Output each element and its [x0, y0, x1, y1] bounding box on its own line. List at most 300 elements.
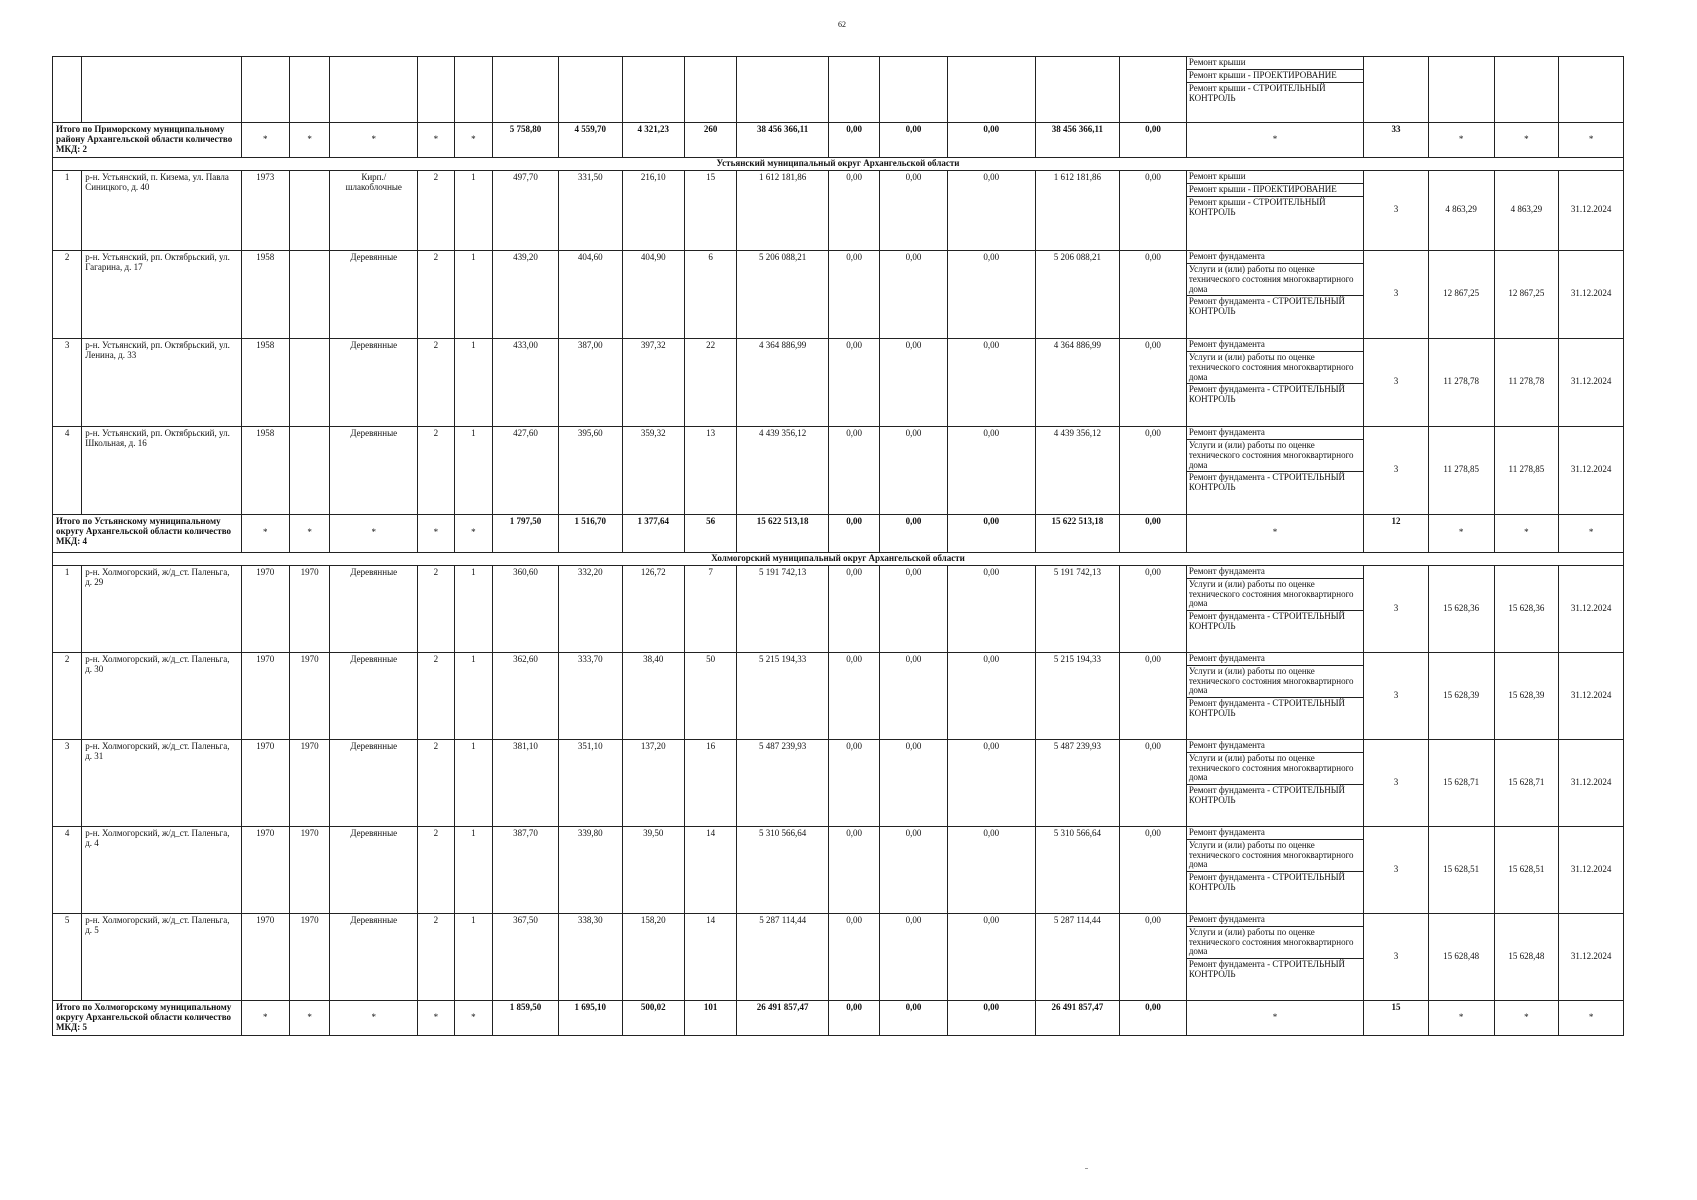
- star-cell: *: [1494, 123, 1559, 158]
- star-cell: *: [454, 123, 493, 158]
- floors: 2: [418, 652, 455, 739]
- row-number: 2: [53, 250, 82, 338]
- total-cost: 4 364 886,99: [737, 338, 829, 426]
- total-row: [53, 1000, 1624, 1035]
- own-funds: 38 456 366,11: [1035, 123, 1119, 158]
- work-types-cell: [1186, 826, 1363, 913]
- address: р-н. Устьянский, рп. Октябрьский, ул. Гагарина, д. 17: [82, 250, 242, 338]
- work-type: Услуги и (или) работы по оценке технического состояния многоквартирного дома: [1187, 440, 1363, 473]
- residents: 260: [685, 123, 737, 158]
- works-count: 3: [1364, 426, 1429, 514]
- works-count: 3: [1364, 652, 1429, 739]
- year-built: 1958: [241, 426, 289, 514]
- building-row: [53, 338, 1624, 426]
- floors: 2: [418, 913, 455, 1000]
- year-reconstruction: 1970: [289, 739, 330, 826]
- work-type: Ремонт фундамента - СТРОИТЕЛЬНЫЙ КОНТРОЛЬ: [1188, 384, 1346, 405]
- fund-value: 0,00: [829, 565, 880, 652]
- wall-material: Деревянные: [330, 739, 418, 826]
- work-type: Ремонт крыши - СТРОИТЕЛЬНЫЙ КОНТРОЛЬ: [1188, 196, 1326, 217]
- area-living: 338,30: [558, 913, 622, 1000]
- work-types-cell: [1186, 565, 1363, 652]
- area-residential: 404,90: [622, 250, 685, 338]
- floors: 2: [418, 170, 455, 250]
- year-built: 1973: [241, 170, 289, 250]
- fund-value: 0,00: [880, 565, 948, 652]
- year-built: 1970: [241, 826, 289, 913]
- residents: 16: [685, 739, 737, 826]
- floors: 2: [418, 565, 455, 652]
- unit-cost: 11 278,85: [1428, 426, 1494, 514]
- other-funds: 0,00: [1120, 250, 1187, 338]
- area-living: 332,20: [558, 565, 622, 652]
- residents: 6: [685, 250, 737, 338]
- row-number: 4: [53, 826, 82, 913]
- residents: 14: [685, 913, 737, 1000]
- fund-value: 0,00: [829, 826, 880, 913]
- total-cost: 38 456 366,11: [737, 123, 829, 158]
- fund-value: 0,00: [880, 652, 948, 739]
- star-cell: *: [241, 123, 289, 158]
- work-type: Ремонт фундамента - СТРОИТЕЛЬНЫЙ КОНТРОЛЬ: [1188, 872, 1346, 893]
- work-type: Ремонт крыши: [1187, 57, 1363, 70]
- fund-value: 0,00: [947, 739, 1035, 826]
- star-cell: *: [454, 514, 493, 552]
- floors: 2: [418, 739, 455, 826]
- area-residential: 359,32: [622, 426, 685, 514]
- scan-mark: [1085, 1168, 1088, 1169]
- entrances: 1: [454, 250, 493, 338]
- end-date: 31.12.2024: [1559, 652, 1624, 739]
- wall-material: Кирп./ шлакоблочные: [330, 170, 418, 250]
- fund-value: 0,00: [880, 250, 948, 338]
- works-count: 3: [1364, 913, 1429, 1000]
- star-cell: *: [1559, 514, 1624, 552]
- works-count: 15: [1364, 1000, 1429, 1035]
- fund-value: 0,00: [947, 913, 1035, 1000]
- entrances: 1: [454, 170, 493, 250]
- fund-value: 0,00: [880, 170, 948, 250]
- row-number: 4: [53, 426, 82, 514]
- area-total: 439,20: [493, 250, 559, 338]
- own-funds: 5 310 566,64: [1035, 826, 1119, 913]
- work-type: Ремонт фундамента: [1187, 653, 1363, 666]
- residents: 15: [685, 170, 737, 250]
- year-reconstruction: 1970: [289, 826, 330, 913]
- total-cost: 5 215 194,33: [737, 652, 829, 739]
- year-reconstruction: 1970: [289, 913, 330, 1000]
- work-type: Ремонт фундамента - СТРОИТЕЛЬНЫЙ КОНТРОЛЬ: [1188, 611, 1346, 632]
- building-row: [53, 739, 1624, 826]
- other-funds: 0,00: [1120, 565, 1187, 652]
- unit-cost-limit: 11 278,85: [1494, 426, 1559, 514]
- fund-value: 0,00: [880, 739, 948, 826]
- unit-cost-limit: 4 863,29: [1494, 170, 1559, 250]
- star-cell: *: [289, 123, 330, 158]
- address: р-н. Холмогорский, ж/д_ст. Паленьга, д. 31: [82, 739, 242, 826]
- star-cell: *: [418, 123, 455, 158]
- own-funds: 4 364 886,99: [1035, 338, 1119, 426]
- unit-cost: 11 278,78: [1428, 338, 1494, 426]
- area-total: 360,60: [493, 565, 559, 652]
- fund-value: 0,00: [880, 338, 948, 426]
- fund-value: 0,00: [947, 514, 1035, 552]
- star-cell: *: [1186, 123, 1363, 158]
- area-total: 1 859,50: [493, 1000, 559, 1035]
- fund-value: 0,00: [829, 123, 880, 158]
- unit-cost-limit: 15 628,71: [1494, 739, 1559, 826]
- row-number: 3: [53, 739, 82, 826]
- residents: 14: [685, 826, 737, 913]
- building-row: [53, 913, 1624, 1000]
- total-cost: 5 287 114,44: [737, 913, 829, 1000]
- area-total: 387,70: [493, 826, 559, 913]
- year-reconstruction: 1970: [289, 652, 330, 739]
- work-type: Ремонт фундамента - СТРОИТЕЛЬНЫЙ КОНТРОЛЬ: [1188, 296, 1346, 317]
- star-cell: *: [418, 1000, 455, 1035]
- work-types-cell: [1186, 170, 1363, 250]
- floors: 2: [418, 338, 455, 426]
- address: р-н. Холмогорский, ж/д_ст. Паленьга, д. 29: [82, 565, 242, 652]
- own-funds: 5 215 194,33: [1035, 652, 1119, 739]
- work-types-cell: [1186, 250, 1363, 338]
- star-cell: *: [241, 514, 289, 552]
- work-type: Ремонт фундамента - СТРОИТЕЛЬНЫЙ КОНТРОЛЬ: [1188, 698, 1346, 719]
- page-number: 62: [838, 20, 846, 29]
- work-type: Ремонт фундамента: [1187, 427, 1363, 440]
- work-type: Ремонт фундамента: [1187, 740, 1363, 753]
- year-built: 1970: [241, 739, 289, 826]
- area-living: 395,60: [558, 426, 622, 514]
- work-type: Ремонт крыши - СТРОИТЕЛЬНЫЙ КОНТРОЛЬ: [1188, 82, 1326, 103]
- row-number: 1: [53, 565, 82, 652]
- residents: 56: [685, 514, 737, 552]
- area-residential: 38,40: [622, 652, 685, 739]
- work-type: Ремонт крыши: [1187, 171, 1363, 184]
- other-funds: 0,00: [1120, 826, 1187, 913]
- entrances: 1: [454, 826, 493, 913]
- year-reconstruction: [289, 170, 330, 250]
- work-type: Ремонт фундамента - СТРОИТЕЛЬНЫЙ КОНТРОЛЬ: [1188, 472, 1346, 493]
- wall-material: Деревянные: [330, 565, 418, 652]
- unit-cost: 12 867,25: [1428, 250, 1494, 338]
- works-count: 3: [1364, 338, 1429, 426]
- floors: 2: [418, 250, 455, 338]
- star-cell: *: [1494, 1000, 1559, 1035]
- wall-material: Деревянные: [330, 652, 418, 739]
- total-cost: 4 439 356,12: [737, 426, 829, 514]
- wall-material: Деревянные: [330, 338, 418, 426]
- entrances: 1: [454, 913, 493, 1000]
- entrances: 1: [454, 739, 493, 826]
- works-count: 3: [1364, 739, 1429, 826]
- area-living: 339,80: [558, 826, 622, 913]
- other-funds: 0,00: [1120, 739, 1187, 826]
- work-type: Услуги и (или) работы по оценке технического состояния многоквартирного дома: [1187, 579, 1363, 612]
- wall-material: Деревянные: [330, 426, 418, 514]
- star-cell: *: [1559, 1000, 1624, 1035]
- address: р-н. Холмогорский, ж/д_ст. Паленьга, д. 30: [82, 652, 242, 739]
- total-label: Итого по Приморскому муниципальному району Архангельской области количество МКД: 2: [53, 123, 242, 158]
- address: р-н. Устьянский, рп. Октябрьский, ул. Ленина, д. 33: [82, 338, 242, 426]
- own-funds: 26 491 857,47: [1035, 1000, 1119, 1035]
- work-types-cell: [1186, 57, 1363, 123]
- own-funds: 5 206 088,21: [1035, 250, 1119, 338]
- fund-value: 0,00: [880, 123, 948, 158]
- total-cost: 5 487 239,93: [737, 739, 829, 826]
- star-cell: *: [289, 1000, 330, 1035]
- building-row: [53, 170, 1624, 250]
- entrances: 1: [454, 426, 493, 514]
- other-funds: 0,00: [1120, 123, 1187, 158]
- total-label: Итого по Устьянскому муниципальному округу Архангельской области количество МКД: 4: [53, 514, 242, 552]
- area-residential: 137,20: [622, 739, 685, 826]
- row-number: 2: [53, 652, 82, 739]
- residents: 7: [685, 565, 737, 652]
- works-count: 33: [1364, 123, 1429, 158]
- fund-value: 0,00: [829, 1000, 880, 1035]
- unit-cost-limit: 15 628,48: [1494, 913, 1559, 1000]
- star-cell: *: [241, 1000, 289, 1035]
- floors: 2: [418, 826, 455, 913]
- building-row: [53, 565, 1624, 652]
- total-cost: 15 622 513,18: [737, 514, 829, 552]
- unit-cost-limit: 11 278,78: [1494, 338, 1559, 426]
- residents: 13: [685, 426, 737, 514]
- work-type: Ремонт крыши - ПРОЕКТИРОВАНИЕ: [1187, 70, 1363, 83]
- work-type: Услуги и (или) работы по оценке технического состояния многоквартирного дома: [1187, 264, 1363, 297]
- building-row: [53, 250, 1624, 338]
- own-funds: 15 622 513,18: [1035, 514, 1119, 552]
- work-types-cell: [1186, 913, 1363, 1000]
- works-count: 3: [1364, 250, 1429, 338]
- area-total: 497,70: [493, 170, 559, 250]
- area-residential: 397,32: [622, 338, 685, 426]
- wall-material: Деревянные: [330, 913, 418, 1000]
- address: р-н. Холмогорский, ж/д_ст. Паленьга, д. 5: [82, 913, 242, 1000]
- fund-value: 0,00: [880, 826, 948, 913]
- fund-value: 0,00: [947, 652, 1035, 739]
- end-date: 31.12.2024: [1559, 170, 1624, 250]
- other-funds: 0,00: [1120, 426, 1187, 514]
- end-date: 31.12.2024: [1559, 338, 1624, 426]
- unit-cost-limit: 15 628,36: [1494, 565, 1559, 652]
- floors: 2: [418, 426, 455, 514]
- work-types-cell: [1186, 338, 1363, 426]
- area-total: 427,60: [493, 426, 559, 514]
- total-row: [53, 123, 1624, 158]
- fund-value: 0,00: [829, 913, 880, 1000]
- fund-value: 0,00: [829, 426, 880, 514]
- star-cell: *: [330, 514, 418, 552]
- work-type: Ремонт фундамента: [1187, 914, 1363, 927]
- work-type: Ремонт фундамента - СТРОИТЕЛЬНЫЙ КОНТРОЛЬ: [1188, 785, 1346, 806]
- area-total: 5 758,80: [493, 123, 559, 158]
- star-cell: *: [1428, 123, 1494, 158]
- work-type: Ремонт крыши - ПРОЕКТИРОВАНИЕ: [1187, 184, 1363, 197]
- own-funds: 1 612 181,86: [1035, 170, 1119, 250]
- fund-value: 0,00: [947, 250, 1035, 338]
- fund-value: 0,00: [829, 338, 880, 426]
- own-funds: 5 487 239,93: [1035, 739, 1119, 826]
- unit-cost: 15 628,71: [1428, 739, 1494, 826]
- work-type: Услуги и (или) работы по оценке технического состояния многоквартирного дома: [1187, 840, 1363, 873]
- work-type: Услуги и (или) работы по оценке технического состояния многоквартирного дома: [1187, 666, 1363, 699]
- own-funds: 5 287 114,44: [1035, 913, 1119, 1000]
- work-type: Ремонт фундамента: [1187, 566, 1363, 579]
- total-cost: 5 310 566,64: [737, 826, 829, 913]
- total-label: Итого по Холмогорскому муниципальному округу Архангельской области количество МКД: 5: [53, 1000, 242, 1035]
- fund-value: 0,00: [829, 170, 880, 250]
- entrances: 1: [454, 565, 493, 652]
- area-residential: 500,02: [622, 1000, 685, 1035]
- unit-cost: 15 628,39: [1428, 652, 1494, 739]
- star-cell: *: [1186, 514, 1363, 552]
- star-cell: *: [289, 514, 330, 552]
- own-funds: 4 439 356,12: [1035, 426, 1119, 514]
- year-reconstruction: 1970: [289, 565, 330, 652]
- own-funds: 5 191 742,13: [1035, 565, 1119, 652]
- total-cost: 26 491 857,47: [737, 1000, 829, 1035]
- star-cell: *: [1494, 514, 1559, 552]
- total-cost: 1 612 181,86: [737, 170, 829, 250]
- other-funds: 0,00: [1120, 170, 1187, 250]
- works-count: 3: [1364, 565, 1429, 652]
- other-funds: 0,00: [1120, 913, 1187, 1000]
- area-total: 1 797,50: [493, 514, 559, 552]
- unit-cost: 15 628,48: [1428, 913, 1494, 1000]
- end-date: 31.12.2024: [1559, 565, 1624, 652]
- area-living: 1 695,10: [558, 1000, 622, 1035]
- area-living: 351,10: [558, 739, 622, 826]
- section-title: Устьянский муниципальный округ Архангельской области: [53, 158, 1624, 171]
- area-residential: 158,20: [622, 913, 685, 1000]
- fund-value: 0,00: [829, 739, 880, 826]
- work-type: Услуги и (или) работы по оценке технического состояния многоквартирного дома: [1187, 352, 1363, 385]
- section-header-row: [53, 158, 1624, 171]
- capital-repair-table: [52, 56, 1624, 1036]
- other-funds: 0,00: [1120, 338, 1187, 426]
- work-type: Услуги и (или) работы по оценке технического состояния многоквартирного дома: [1187, 753, 1363, 786]
- works-count: 12: [1364, 514, 1429, 552]
- works-count: 3: [1364, 170, 1429, 250]
- star-cell: *: [330, 123, 418, 158]
- unit-cost: 4 863,29: [1428, 170, 1494, 250]
- fund-value: 0,00: [947, 426, 1035, 514]
- row-number: 3: [53, 338, 82, 426]
- year-reconstruction: [289, 426, 330, 514]
- works-count: 3: [1364, 826, 1429, 913]
- fund-value: 0,00: [947, 338, 1035, 426]
- unit-cost: 15 628,51: [1428, 826, 1494, 913]
- star-cell: *: [454, 1000, 493, 1035]
- work-type: Услуги и (или) работы по оценке технического состояния многоквартирного дома: [1187, 927, 1363, 960]
- star-cell: *: [1559, 123, 1624, 158]
- area-residential: 216,10: [622, 170, 685, 250]
- year-reconstruction: [289, 250, 330, 338]
- carryover-row: [53, 57, 1624, 123]
- unit-cost-limit: 12 867,25: [1494, 250, 1559, 338]
- year-built: 1958: [241, 338, 289, 426]
- unit-cost-limit: 15 628,39: [1494, 652, 1559, 739]
- work-types-cell: [1186, 426, 1363, 514]
- fund-value: 0,00: [880, 426, 948, 514]
- star-cell: *: [330, 1000, 418, 1035]
- fund-value: 0,00: [947, 1000, 1035, 1035]
- area-living: 404,60: [558, 250, 622, 338]
- address: р-н. Устьянский, п. Кизема, ул. Павла Синицкого, д. 40: [82, 170, 242, 250]
- year-reconstruction: [289, 338, 330, 426]
- section-header-row: [53, 552, 1624, 565]
- work-types-cell: [1186, 739, 1363, 826]
- area-residential: 39,50: [622, 826, 685, 913]
- work-type: Ремонт фундамента: [1187, 251, 1363, 264]
- total-row: [53, 514, 1624, 552]
- unit-cost-limit: 15 628,51: [1494, 826, 1559, 913]
- other-funds: 0,00: [1120, 652, 1187, 739]
- fund-value: 0,00: [947, 565, 1035, 652]
- fund-value: 0,00: [880, 1000, 948, 1035]
- other-funds: 0,00: [1120, 1000, 1187, 1035]
- star-cell: *: [1428, 514, 1494, 552]
- address: р-н. Устьянский, рп. Октябрьский, ул. Школьная, д. 16: [82, 426, 242, 514]
- total-cost: 5 206 088,21: [737, 250, 829, 338]
- area-total: 433,00: [493, 338, 559, 426]
- fund-value: 0,00: [947, 170, 1035, 250]
- year-built: 1970: [241, 652, 289, 739]
- area-total: 381,10: [493, 739, 559, 826]
- residents: 22: [685, 338, 737, 426]
- building-row: [53, 652, 1624, 739]
- address: р-н. Холмогорский, ж/д_ст. Паленьга, д. 4: [82, 826, 242, 913]
- row-number: 1: [53, 170, 82, 250]
- wall-material: Деревянные: [330, 826, 418, 913]
- residents: 101: [685, 1000, 737, 1035]
- area-total: 367,50: [493, 913, 559, 1000]
- end-date: 31.12.2024: [1559, 913, 1624, 1000]
- year-built: 1958: [241, 250, 289, 338]
- end-date: 31.12.2024: [1559, 826, 1624, 913]
- end-date: 31.12.2024: [1559, 426, 1624, 514]
- area-residential: 126,72: [622, 565, 685, 652]
- fund-value: 0,00: [829, 250, 880, 338]
- end-date: 31.12.2024: [1559, 250, 1624, 338]
- building-row: [53, 426, 1624, 514]
- wall-material: Деревянные: [330, 250, 418, 338]
- area-living: 4 559,70: [558, 123, 622, 158]
- work-types-cell: [1186, 652, 1363, 739]
- row-number: 5: [53, 913, 82, 1000]
- fund-value: 0,00: [947, 123, 1035, 158]
- area-residential: 4 321,23: [622, 123, 685, 158]
- residents: 50: [685, 652, 737, 739]
- building-row: [53, 826, 1624, 913]
- star-cell: *: [1186, 1000, 1363, 1035]
- fund-value: 0,00: [880, 514, 948, 552]
- section-title: Холмогорский муниципальный округ Архангельской области: [53, 552, 1624, 565]
- unit-cost: 15 628,36: [1428, 565, 1494, 652]
- other-funds: 0,00: [1120, 514, 1187, 552]
- end-date: 31.12.2024: [1559, 739, 1624, 826]
- fund-value: 0,00: [829, 514, 880, 552]
- entrances: 1: [454, 652, 493, 739]
- year-built: 1970: [241, 913, 289, 1000]
- area-living: 333,70: [558, 652, 622, 739]
- area-living: 387,00: [558, 338, 622, 426]
- work-type: Ремонт фундамента: [1187, 339, 1363, 352]
- fund-value: 0,00: [947, 826, 1035, 913]
- area-residential: 1 377,64: [622, 514, 685, 552]
